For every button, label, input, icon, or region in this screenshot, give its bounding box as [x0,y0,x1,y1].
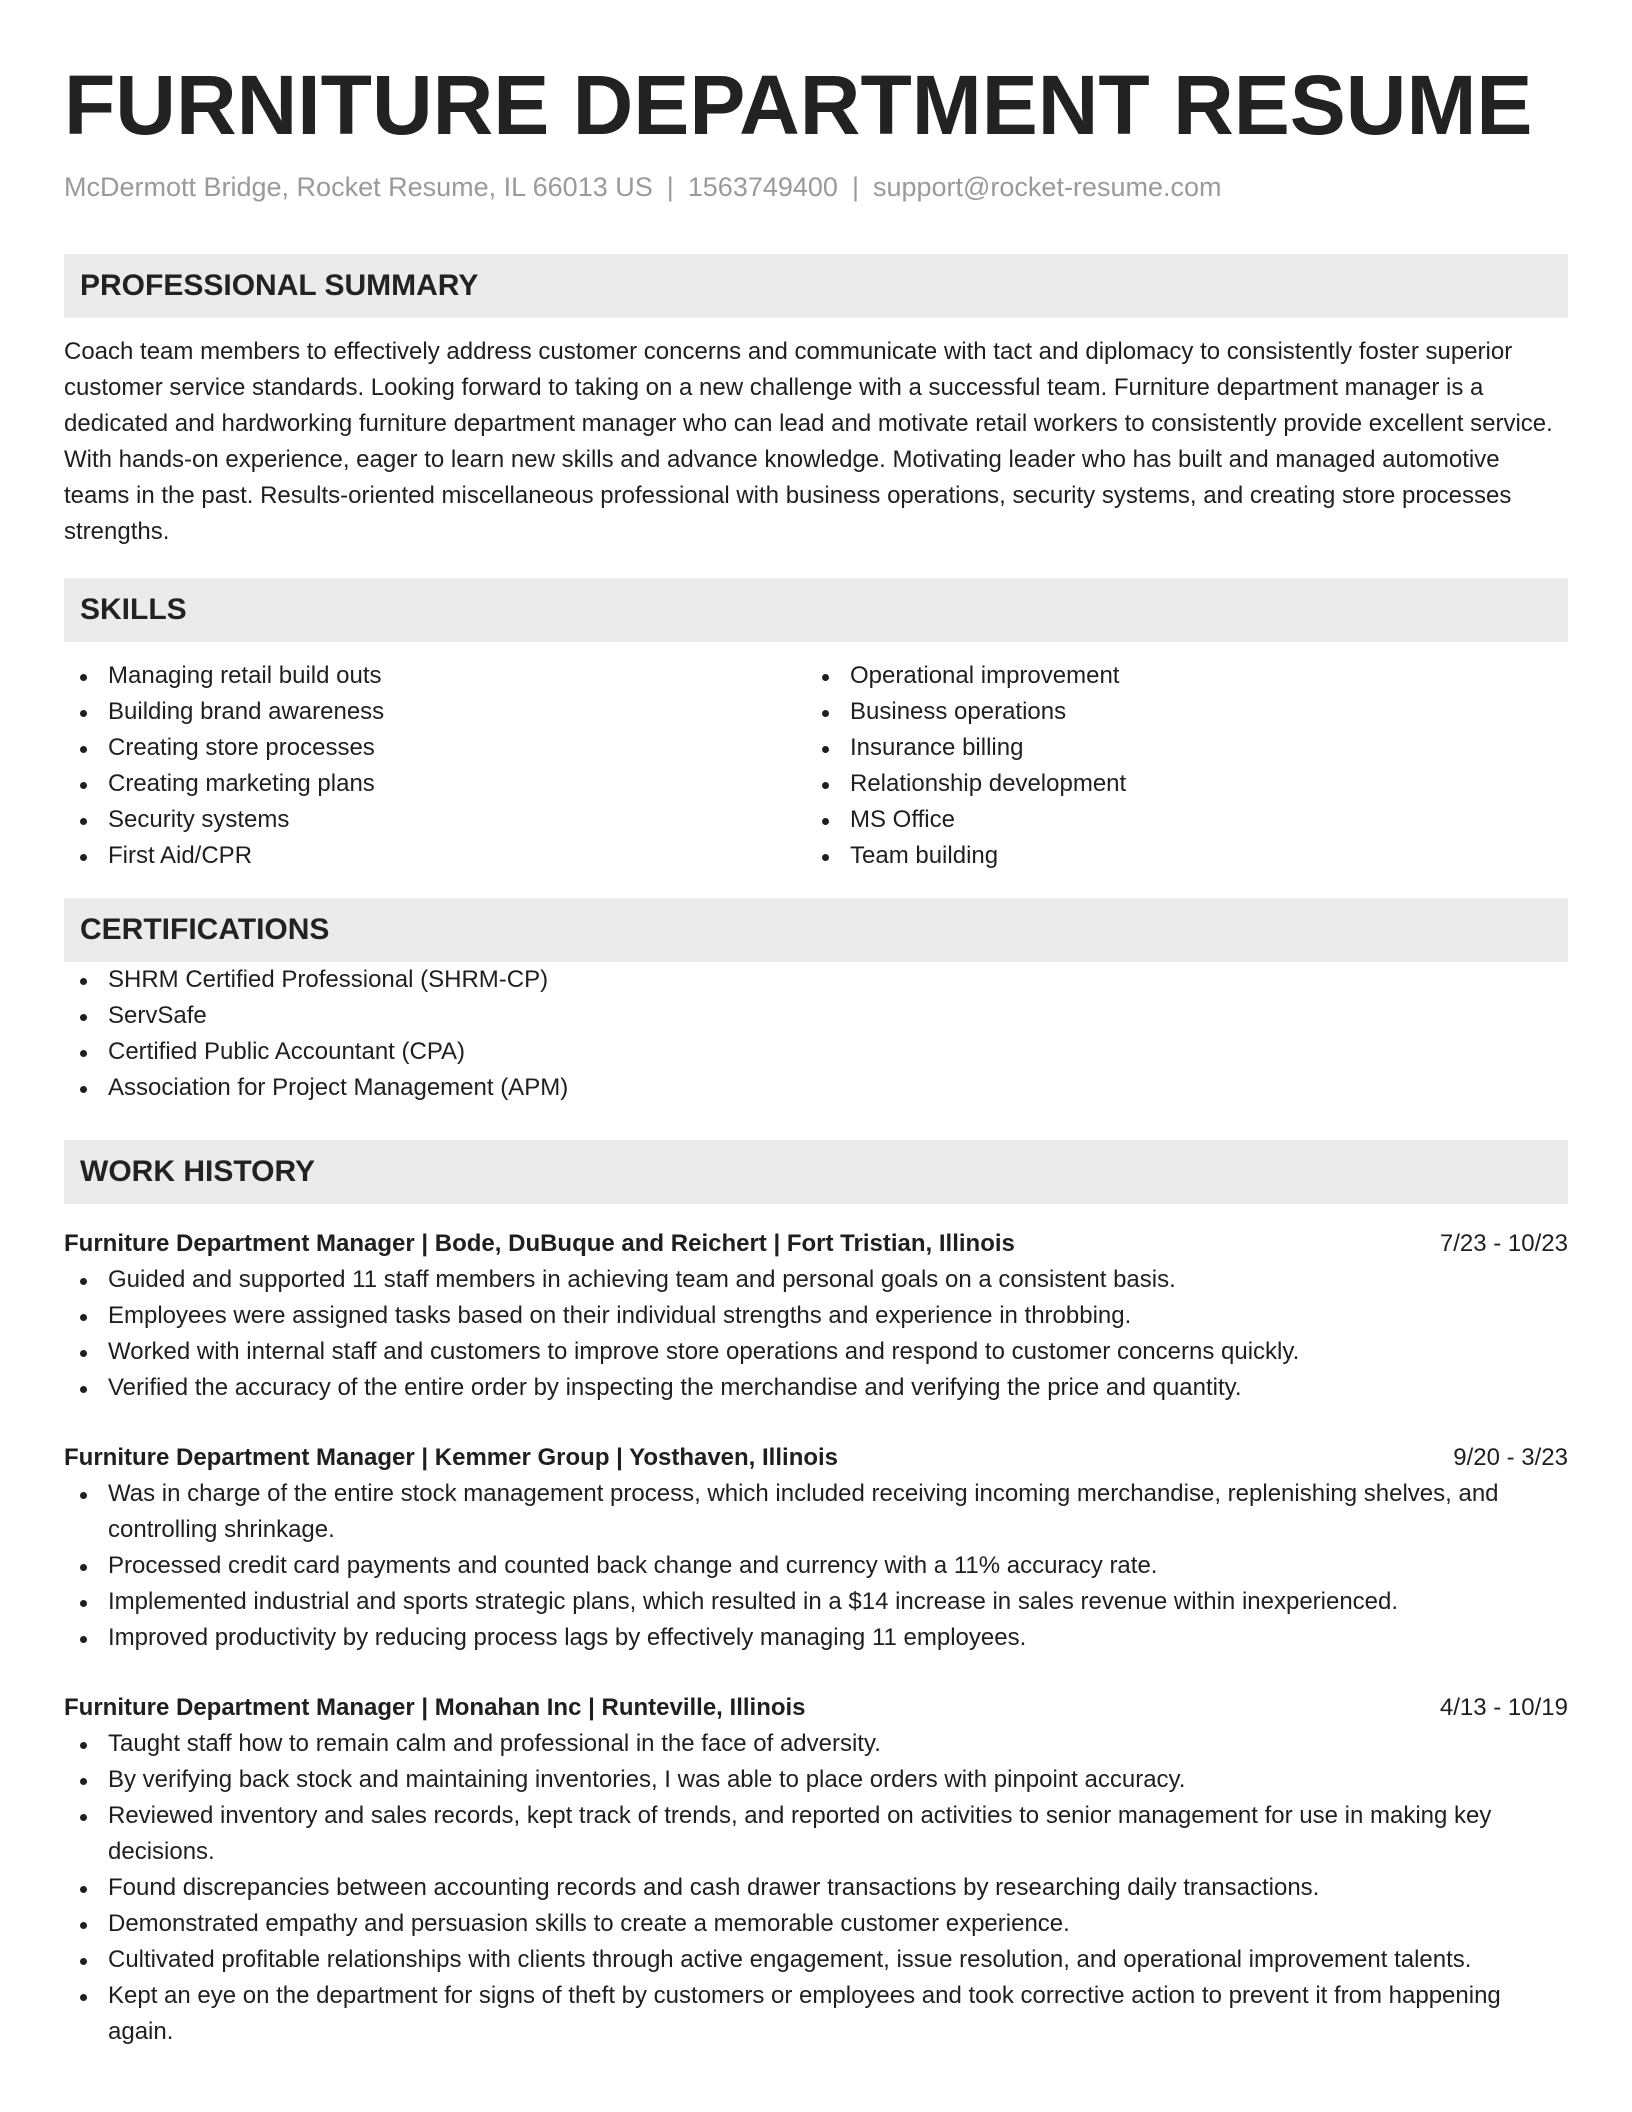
job-bullet: Demonstrated empathy and persuasion skills to create a memorable customer experience. [64,1906,1568,1942]
skill-item: Relationship development [806,766,1548,802]
skill-item: Managing retail build outs [64,658,806,694]
skill-item: Business operations [806,694,1548,730]
job-title: Furniture Department Manager | Monahan Inc | Runteville, Illinois [64,1694,806,1721]
skill-item: MS Office [806,802,1548,838]
job-header [64,1226,1568,1262]
job-bullet: Reviewed inventory and sales records, kept track of trends, and reported on activities to senior management for use in making key decisions. [64,1798,1568,1870]
skill-item: Creating store processes [64,730,806,766]
job-entry [64,1440,1568,1656]
job-bullet: Cultivated profitable relationships with clients through active engagement, issue resolution, and operational improvement talents. [64,1942,1568,1978]
job-bullet: Improved productivity by reducing process lags by effectively managing 11 employees. [64,1620,1568,1656]
contact-line [64,172,1568,202]
skills-grid [64,658,1568,874]
resume-title: FURNITURE DEPARTMENT RESUME [64,58,1533,152]
skill-item: Operational improvement [806,658,1548,694]
certification-item: ServSafe [64,998,1568,1034]
certification-item: Certified Public Accountant (CPA) [64,1034,1568,1070]
job-entry [64,1690,1568,2050]
job-bullet: By verifying back stock and maintaining inventories, I was able to place orders with pinpoint accuracy. [64,1762,1568,1798]
skill-item: Security systems [64,802,806,838]
job-title: Furniture Department Manager | Bode, DuBuque and Reichert | Fort Tristian, Illinois [64,1230,1015,1257]
job-bullet: Employees were assigned tasks based on their individual strengths and experience in throbbing. [64,1298,1568,1334]
job-bullet: Kept an eye on the department for signs of theft by customers or employees and took corrective action to prevent it from happening again. [64,1978,1568,2050]
job-bullet: Worked with internal staff and customers to improve store operations and respond to customer concerns quickly. [64,1334,1568,1370]
certifications-heading: CERTIFICATIONS [64,898,1568,962]
skills-column-left [64,658,806,874]
work-history-heading: WORK HISTORY [64,1140,1568,1204]
job-bullet: Found discrepancies between accounting records and cash drawer transactions by researching daily transactions. [64,1870,1568,1906]
skill-item: Building brand awareness [64,694,806,730]
contact-address: McDermott Bridge, Rocket Resume, IL 66013 US [64,172,653,202]
skill-item: First Aid/CPR [64,838,806,874]
contact-separator: | [851,172,859,202]
job-bullet: Processed credit card payments and counted back change and currency with a 11% accuracy rate. [64,1548,1568,1584]
job-bullets [64,1476,1568,1656]
skill-item: Insurance billing [806,730,1548,766]
job-dates: 4/13 - 10/19 [1439,1694,1568,1721]
summary-text: Coach team members to effectively address customer concerns and communicate with tact and diplomacy to consistently foster superior customer service standards. Looking forward to taking on a new challenge with a successful team. Furniture department manager is a dedicated and hardworking furniture department manager who can lead and motivate retail workers to consistently provide excellent service. With hands-on experience, eager to learn new skills and advance knowledge. Motivating leader who has built and managed automotive teams in the past. Results-oriented miscellaneous professional with business operations, security systems, and creating store processes strengths. [64,338,1553,545]
job-bullet: Was in charge of the entire stock management process, which included receiving incoming merchandise, replenishing shelves, and controlling shrinkage. [64,1476,1568,1548]
job-bullet: Taught staff how to remain calm and professional in the face of adversity. [64,1726,1568,1762]
job-dates: 7/23 - 10/23 [1439,1230,1568,1257]
job-bullet: Implemented industrial and sports strategic plans, which resulted in a $14 increase in sales revenue within inexperienced. [64,1584,1568,1620]
job-header [64,1440,1568,1476]
contact-phone: 1563749400 [687,172,838,202]
skill-item: Team building [806,838,1548,874]
job-bullets [64,1726,1568,2050]
summary-heading: PROFESSIONAL SUMMARY [64,254,1568,318]
job-bullets [64,1262,1568,1406]
skills-heading: SKILLS [64,578,1568,642]
skills-column-right [806,658,1548,874]
job-dates: 9/20 - 3/23 [1453,1444,1568,1471]
job-bullet: Guided and supported 11 staff members in achieving team and personal goals on a consistent basis. [64,1262,1568,1298]
skill-item: Creating marketing plans [64,766,806,802]
contact-separator: | [666,172,674,202]
job-title: Furniture Department Manager | Kemmer Group | Yosthaven, Illinois [64,1444,839,1471]
job-bullet: Verified the accuracy of the entire order by inspecting the merchandise and verifying the price and quantity. [64,1370,1568,1406]
contact-email: support@rocket-resume.com [872,172,1222,202]
certification-item: SHRM Certified Professional (SHRM-CP) [64,962,1568,998]
job-header [64,1690,1568,1726]
certifications-list [64,962,1568,1106]
certification-item: Association for Project Management (APM) [64,1070,1568,1106]
job-entry [64,1226,1568,1406]
